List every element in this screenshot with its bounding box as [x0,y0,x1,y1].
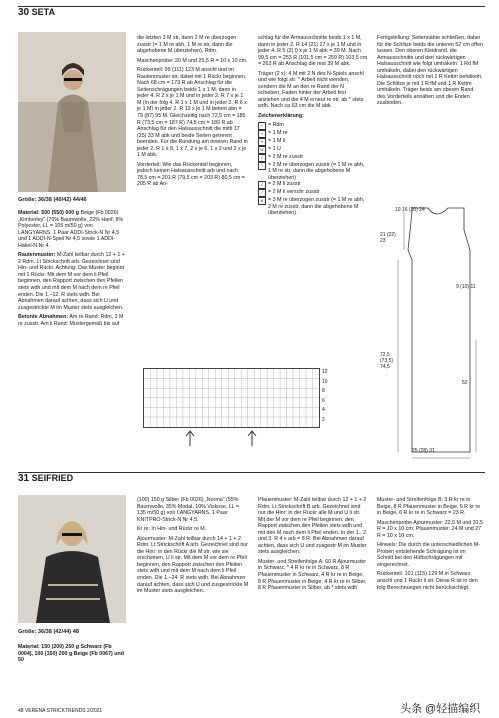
size-label-2: Größe: 36/38 (42/44) 48 [18,629,79,635]
rueckenteil-text: Rückenteil: 99 (111) 123 M anschl und im Rautenmuster str, dabei mit 1 Rückr beginnen. Nach 68 cm = 173 R ab Anschlag für die Seitenschrägungen beids 1 x 1 M, dann in jeder 4. R 2 x je 1 M und in jeder 2. R 7 x je 1 M (in der folg 4. R 1 x 1 M und in jeder 2. R 6 x je 1 M) in jeder 2. R 13 x je 1 M betont abn = 79 (87) 95 M. Gleichzeitig nach 72,5 cm = 185 R (73,5 cm = 187 R) 74,5 cm = 189 R ab Anschlag für den Halsausschnitt die mittl 17 (25) 33 M abk und beide Seiten getrennt beenden. Für die Rundung am inneren Rand in jeder 2. R 1 x 8, 1 x 7, 2 x je 6, 1 x 2 und 2 x je 1 M abk. [137,67,248,159]
model-photo-illustration [18,495,126,623]
s2-text-column-3 [258,497,368,595]
schematic-bottom: 25 (28) 31 [412,448,435,454]
betonte-abnahmen-heading: Betonte Abnahmen: [18,314,69,321]
col3-continuation: schlag für die Armausschnitte beids 1 x 1 M, dann in jeder 2. R 14 (21) 27 x je 1 M und in jeder 4. R 5 (2) 0 x je 1 M abk = 39 M. Nach 99,5 cm = 253 R (101,5 cm = 259 R) 103,5 cm = 263 R ab Anschlag die rest 39 M abk. [258,35,368,68]
legend-text: = 1 M re [268,129,288,136]
s2-hinweis-text: Hinweis: Die durch die unterschiedlichen M-Proben entstehende Schrägung ist im Schnitt bei den Hüftschrägungen mit eingerechnet. [377,542,481,568]
text-column-2 [137,35,249,191]
chart-row-label: 6 [322,397,325,404]
knitting-chart [143,368,320,428]
schematic-num-9: 9 (10) 11 [456,284,476,290]
legend-symbol: / [258,181,266,189]
section-title: SETA [31,7,55,17]
s2-material-continuation: (100) 150 g Silber (Fb 0026) „Norma" (55% Baumwolle, 35% Modal, 10% Viskose, LL = 135 m/50 g) von LANGYARNS. 1 Paar KNITPRO-Strick-N Nr 4,5. [137,497,240,523]
schematic-left-mid: 72,5 (73,5) 74,5 [380,352,394,370]
legend-item [258,197,368,217]
model-photo-seifried [18,495,126,623]
section-header-30 [18,6,485,21]
col2-continuation: die letzten 3 M str, dann 2 M re überzogen zusstr (= 1 M re abh, 1 M re str, dann die abgehobene M überziehen), Rdm. [137,35,237,55]
text-column-1 [18,210,126,330]
left-arrow-icon [186,431,194,446]
s2-material-heading: Material: 150 (200) 250 g [18,644,79,650]
section-number: 30 [18,7,30,18]
material-heading: Material: 500 (550) 600 g [18,210,79,216]
chart-row-label: 4 [322,407,325,414]
legend-text: = 2 M li zusstr [268,181,301,188]
legend-item [258,130,368,138]
s2-streifen-a-text: Muster- und Streifenfolge A: 60 R Ajourmuster in Schwarz, * 4 R kr re in Schwarz, 8 R Pfauenmuster in Schwarz, 4 R kr re in Beige, 8 R Pfauenmuster in Beige, 4 R kr re in Silber, 8 R Pfauenmuster in Silber, ab * stets wdh. [258,558,367,592]
maschenprobe-text: Maschenprobe: 20 M und 25,5 R = 10 x 10 cm. [137,57,248,64]
right-arrow-icon [248,431,256,446]
legend-symbol: ∧ [258,197,266,205]
s2-material-text: Schwarz (Fb 0004), 100 (150) 200 g Beige (Fb 0067) und 50 [18,644,124,664]
legend-text: = Rdm [268,121,284,128]
page-footer: 48 VERENA STRICKTRENDS 2/2021 [18,708,103,714]
vorderteil-text: Vorderteil: Wie das Rückenteil beginnen, jedoch keinen Halsausschnitt arb und nach 78,5 cm = 201 R (79,5 cm = 203 R) 80,5 cm = 205 R ab An- [137,161,245,188]
legend-symbol: \ [258,162,266,170]
legend-item [258,154,368,162]
chart-row-label: 10 [322,378,328,385]
rautenmuster-text: M-Zahl teilbar durch 12 + 1 + 2 Rdm. Lt Strickschrift arb. Gezeichnet sind Hin- und Rückr. Achtung: Das Muster beginnt mit 1 Rückr. Mit dem M vor dem li Pfeil beginnen, den Rapport zwischen den Pfeilen stets wdh und mit dem M nach dem re Pfeil enden. Die 1.–12. R stets wdh. Bei Abnahmen darauf achten, dass sich U und zusgestrickte M im Muster stets ausgleichen. [18,252,125,311]
legend-text: = 2 M li verschr zusstr [268,189,320,196]
knitting-chart-grid [144,369,319,427]
legend-title: Zeichenerklärung: [258,113,304,120]
text-column-3 [258,35,368,217]
chart-row-label: 8 [322,388,325,395]
s2-maschenprobe-text: Maschenprobe Ajourmuster: 22,5 M und 31,5 R = 10 x 10 cm; Pfauenmuster: 24 M und 27 R = 10 x 10 cm. [377,519,483,539]
legend-list [258,122,368,217]
fertigstellung-text: Fertigstellung: Seitennähte schließen, dabei für die Schlitze beids die unteren 52 cm offen lassen. Den oberen Kleidrand, die Armausschnitte und den rückwärtigen Halsausschnitt wie folgt umhäkeln: 1 Rd fM umhäkeln, dabei den rückwärtigen Halsausschnitt noch mit 1 R Kettm behäkeln. Die Schlitze je mit 1 R fM und 1 R Kettm umhäkeln. Träger beids am oberen Rand des Vorderteils annähen und die Enden zusbinden. [377,35,483,107]
chart-arrows [180,430,280,448]
s2-ajour-text: Ajourmuster: M-Zahl teilbar durch 14 + 1 + 2 Rdm. Lt Strickschrift A arb. Gezeichnet sind nur die Hinr; in den Rückr die M str, wie sie erscheinen, U li str. Mit dem M vor dem re Pfeil beginnen, den Rapport zwischen den Pfeilen stets wdh und mit dem M nach dem li Pfeil enden. Die 1.–24. R stets wdh. Bei Abnahmen darauf achten, dass sich U und zusgestrickte M im Muster stets ausgleichen. [137,535,249,595]
legend-text: = 2 M re zusstr [268,153,304,160]
schematic-left-top: 21 (22) 23 [380,232,396,244]
legend-symbol: • [258,138,266,146]
legend-text: = 1 U [268,145,281,152]
rautenmuster-heading: Rautenmuster: [18,252,56,259]
legend-symbol: ▫ [258,122,266,130]
legend-symbol: / [258,154,266,162]
s2-text-column-2 [137,497,249,598]
legend-text: = 1 M li [268,137,286,144]
s2-rueckenteil-text: Rückenteil: 101 (115) 129 M in Schwarz anschl und 1 Rückr li str. Diese R ist in den folg Berechnungen nicht berücksichtigt. [377,571,478,591]
legend-symbol: ⟋ [258,189,266,197]
model-photo-illustration [18,32,126,192]
size-label-1: Größe: 36/38 (40/42) 44/46 [18,197,87,203]
schematic-top-nums: 10 16 (20) 24 [395,207,425,213]
legend-text: = 2 M re überzogen zusstr (= 1 M re abh, 1 M re str, dann die abgehobene M überziehen) [268,161,365,181]
schematic-right-52: 52 [462,380,468,386]
legend-symbol: − [258,130,266,138]
model-photo-seta [18,32,126,192]
traeger-text: Träger (2 x): 4 M mit 2 N des N-Spiels anschl und wie folgt str: * Arbeit nicht wenden, sondern die M an den re Rand der N schieben, Faden hinter der Arbeit fest anziehen und die 4 M erneut re str, ab * stets wdh. Nach ca 63 cm die M abk. [258,70,364,110]
section-title: SEIFRIED [31,473,74,483]
legend-symbol: U [258,146,266,154]
chart-row-numbers [322,368,328,426]
legend-item [258,181,368,189]
legend-item [258,162,368,182]
legend-text: = 3 M re überzogen zusstr (= 1 M re abh, 2 M re zusstr, dann die abgehobene M überziehen) [268,197,365,217]
legend-item [258,122,368,130]
chart-row-label: 2 [322,416,325,423]
legend-item [258,146,368,154]
watermark: 头条 @轻描编织 [400,703,481,715]
material-text: Beige (Fb 0026) „Kimberley" (70% Baumwolle, 22% Hanf, 8% Polyester, LL = 105 m/50 g) von LANGYARNS. 1 Paar ADDI-Strick-N Nr 4,5 und 1 ADDI-N-Spiel Nr 4,5 sowie 1 ADDI-Häkel-N Nr 4. [18,210,124,249]
s2-kr-re-text: Kr re: In Hin- und Rückr re M. [137,526,207,533]
legend-item [258,138,368,146]
legend-item [258,189,368,197]
betonte-abnahmen-text: Am re Rand: Rdm, 2 M re zusstr. Am li Rand: Mustergemäß bis auf [18,314,124,327]
section-number: 31 [18,473,30,484]
s2-text-column-1 [18,644,126,667]
s2-streifen-b-text: Muster- und Streifenfolge B: 3 R kr re in Beige, 8 R Pfauenmuster in Beige, 6 R kr re in Beige, 6 R kr re in Schwarz = 23 R. [377,497,481,517]
s2-pfauenmuster-text: Pfauenmuster: M-Zahl teilbar durch 12 + 1 + 2 Rdm. Lt Strickschrift B arb. Gezeichnet sind nur die Hinr; in der Rückr alle M und U li str. Mit der M vor dem re Pfeil beginnen, den Rapport zwischen den Pfeilen stets wdh und mit den M nach dem li Pfeil enden. In der 1., 2. und 3. R 4 x arb = 8 R. Bei Abnahmen darauf achten, dass sich U und zusgestr M im Muster stets ausgleichen. [258,497,368,556]
chart-row-label: 12 [322,369,328,375]
text-column-4 [377,35,483,110]
section-header-31 [18,472,485,487]
s2-text-column-4 [377,497,483,594]
